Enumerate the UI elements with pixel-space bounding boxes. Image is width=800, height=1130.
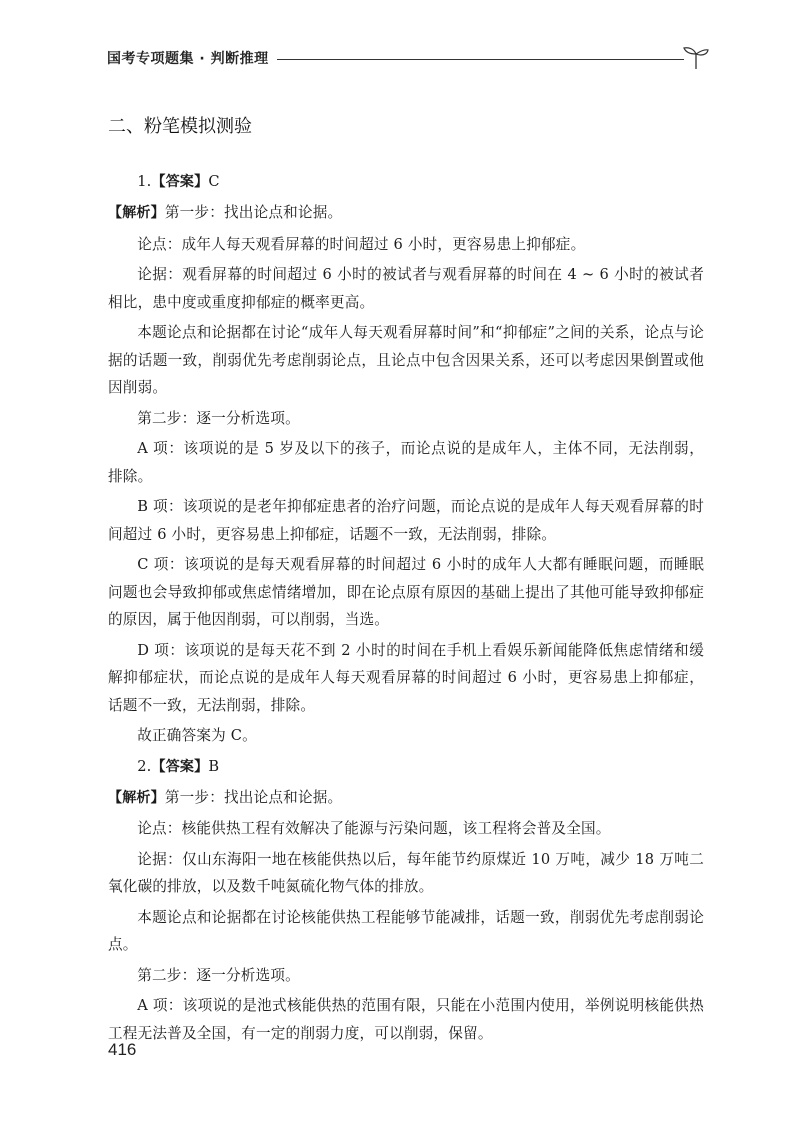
q1-conclusion: 故正确答案为 C。 <box>137 727 257 745</box>
q1-summary: 本题论点和论据都在讨论“成年人每天观看屏幕时间”和“抑郁症”之间的关系，论点与论据的话题一致，削弱优先考虑削弱论点，且论点中包含因果关系，还可以考虑因果倒置或他因削弱。 <box>108 324 704 397</box>
q2-thesis: 论点：核能供热工程有效解决了能源与污染问题，该工程将会普及全国。 <box>137 820 611 838</box>
page-number: 416 <box>108 1040 137 1059</box>
q1-step1: 第一步：找出论点和论据。 <box>164 204 343 222</box>
q2-option-a: A 项：该项说的是池式核能供热的范围有限，只能在小范围内使用，举例说明核能供热工程无法普及全国，有一定的削弱力度，可以削弱，保留。 <box>108 997 704 1042</box>
q1-option-c: C 项：该项说的是每天观看屏幕的时间超过 6 小时的成年人大都有睡眠问题，而睡眠问题也会导致抑郁或焦虑情绪增加，即在论点原有原因的基础上提出了其他可能导致抑郁症的原因，属于他因削弱，可以削弱，当选。 <box>108 556 704 629</box>
q1-evidence: 论据：观看屏幕的时间超过 6 小时的被试者与观看屏幕的时间在 4 ~ 6 小时的被试者相比，患中度或重度抑郁症的概率更高。 <box>108 266 704 311</box>
answer-body <box>108 168 704 1050</box>
q2-step2: 第二步：逐一分析选项。 <box>137 966 300 984</box>
header-title: 国考专项题集 · 判断推理 <box>107 51 269 67</box>
q1-answer-line <box>108 168 704 197</box>
q1-answer-value: C <box>208 173 220 190</box>
q2-evidence: 论据：仅山东海阳一地在核能供热以后，每年能节约原煤近 10 万吨，减少 18 万吨二氧化碳的排放，以及数千吨氮硫化物气体的排放。 <box>108 850 704 896</box>
q1-option-b: B 项：该项说的是老年抑郁症患者的治疗问题，而论点说的是成年人每天观看屏幕的时间超过 6 小时，更容易患上抑郁症，话题不一致，无法削弱，排除。 <box>108 498 704 543</box>
q2-analysis-label: 【解析】 <box>108 790 165 807</box>
q1-answer-label: 【答案】 <box>151 174 209 190</box>
q1-analysis-label: 【解析】 <box>108 205 165 222</box>
q2-step1: 第一步：找出论点和论据。 <box>164 789 343 807</box>
q2-analysis-line <box>108 784 704 813</box>
header-rule <box>277 59 684 60</box>
q2-answer-label: 【答案】 <box>151 758 209 775</box>
q2-summary: 本题论点和论据都在讨论核能供热工程能够节能减排，话题一致，削弱优先考虑削弱论点。 <box>108 908 704 954</box>
q2-answer-line <box>108 753 704 782</box>
q1-number: 1. <box>137 173 152 190</box>
section-title: 二、粉笔模拟测验 <box>108 116 252 137</box>
q1-option-a: A 项：该项说的是 5 岁及以下的孩子，而论点说的是成年人，主体不同，无法削弱，排除。 <box>108 440 704 485</box>
q2-number: 2. <box>137 757 152 775</box>
q2-answer-value: B <box>208 757 220 775</box>
sprout-icon <box>682 44 710 70</box>
q1-thesis: 论点：成年人每天观看屏幕的时间超过 6 小时，更容易患上抑郁症。 <box>137 235 586 253</box>
running-header <box>107 44 710 74</box>
q1-step2: 第二步：逐一分析选项。 <box>137 409 300 427</box>
q1-option-d: D 项：该项说的是每天花不到 2 小时的时间在手机上看娱乐新闻能降低焦虑情绪和缓解抑郁症状，而论点说的是成年人每天观看屏幕的时间超过 6 小时，更容易患上抑郁症，话题不一致，无法削弱，排除。 <box>108 641 704 714</box>
q1-analysis-line <box>108 199 704 228</box>
